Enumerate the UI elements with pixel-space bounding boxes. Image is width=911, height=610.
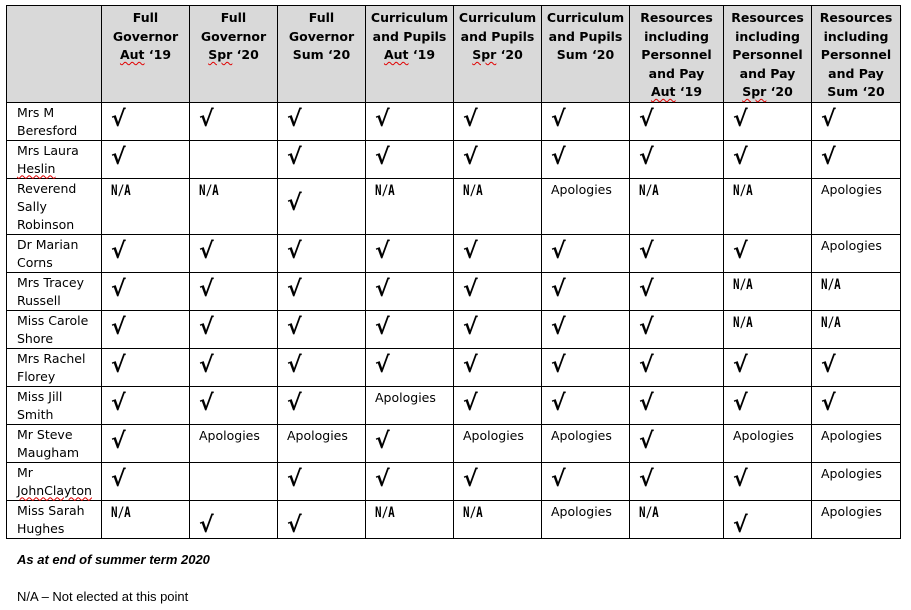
tick-icon: √ (733, 466, 748, 492)
attendance-cell (190, 140, 278, 178)
tick-icon: √ (111, 238, 126, 264)
governor-name-cell (7, 424, 102, 462)
attendance-cell (454, 140, 542, 178)
tick-icon: √ (733, 106, 748, 132)
column-header-line: Full (220, 10, 247, 25)
governor-name-line: Florey (17, 368, 56, 384)
column-header (454, 6, 542, 103)
tick-icon: √ (463, 238, 478, 264)
attendance-cell (630, 140, 724, 178)
attendance-cell (102, 500, 190, 538)
governor-name-line: Beresford (17, 122, 78, 138)
column-header-line: Resources (819, 10, 893, 25)
column-header-line: Governor (112, 28, 179, 44)
tick-icon: √ (199, 512, 214, 538)
apologies-label: Apologies (375, 389, 436, 405)
attendance-cell (724, 102, 812, 140)
attendance-cell (190, 348, 278, 386)
table-row (7, 386, 901, 424)
apologies-label: Apologies (821, 503, 882, 519)
tick-icon: √ (111, 276, 126, 302)
attendance-cell (542, 178, 630, 234)
attendance-cell (812, 500, 901, 538)
attendance-cell (278, 462, 366, 500)
header-corner (7, 6, 102, 103)
column-header-line: Resources (640, 10, 713, 25)
attendance-cell (190, 272, 278, 310)
attendance-cell (542, 462, 630, 500)
attendance-cell (812, 386, 901, 424)
attendance-cell (102, 102, 190, 140)
attendance-cell (454, 462, 542, 500)
attendance-cell (454, 272, 542, 310)
column-header (542, 6, 630, 103)
governor-name-line: Hughes (17, 520, 65, 536)
tick-icon: √ (111, 428, 126, 454)
governor-name-cell (7, 500, 102, 538)
attendance-cell (542, 310, 630, 348)
attendance-cell (724, 386, 812, 424)
tick-icon: √ (375, 466, 390, 492)
column-header-line: and Pay (828, 65, 884, 81)
tick-icon: √ (375, 238, 390, 264)
column-header-line: including (644, 28, 709, 44)
attendance-cell (366, 386, 454, 424)
table-row (7, 424, 901, 462)
tick-icon: √ (821, 352, 836, 378)
not-applicable-label: N/A (821, 276, 841, 293)
column-header-line: and Pupils (460, 28, 535, 44)
attendance-cell (102, 348, 190, 386)
governor-name-line: Robinson (17, 216, 75, 232)
apologies-label: Apologies (821, 181, 882, 197)
attendance-cell (102, 424, 190, 462)
governor-name-line: Miss Carole (17, 312, 89, 328)
tick-icon: √ (551, 352, 566, 378)
attendance-cell (630, 178, 724, 234)
attendance-cell (190, 310, 278, 348)
attendance-cell (366, 234, 454, 272)
tick-icon: √ (733, 352, 748, 378)
tick-icon: √ (111, 466, 126, 492)
tick-icon: √ (287, 190, 302, 216)
governor-name-line: Reverend (17, 180, 77, 196)
footnote-na: N/A – Not elected at this point (17, 589, 189, 604)
apologies-label: Apologies (287, 427, 348, 443)
tick-icon: √ (463, 314, 478, 340)
governor-name-line: Mrs Tracey (17, 274, 84, 290)
tick-icon: √ (639, 276, 654, 302)
attendance-cell (454, 424, 542, 462)
attendance-cell (630, 272, 724, 310)
governor-name-cell (7, 178, 102, 234)
table-row (7, 178, 901, 234)
not-applicable-label: N/A (821, 314, 841, 331)
tick-icon: √ (375, 428, 390, 454)
column-header-line: including (823, 28, 889, 44)
attendance-cell (454, 310, 542, 348)
governor-name-line: Mrs Rachel (17, 350, 86, 366)
column-header-line: including (735, 28, 800, 44)
column-header-line: Sum ‘20 (827, 84, 885, 99)
attendance-cell (630, 310, 724, 348)
attendance-cell (278, 386, 366, 424)
governor-name-line: Russell (17, 292, 61, 308)
governor-name-cell (7, 102, 102, 140)
attendance-cell (542, 102, 630, 140)
tick-icon: √ (111, 390, 126, 416)
column-header-line: Curriculum (458, 10, 537, 25)
tick-icon: √ (287, 314, 302, 340)
governor-name-cell (7, 462, 102, 500)
column-header-line: Governor (288, 28, 355, 44)
column-header (102, 6, 190, 103)
tick-icon: √ (639, 466, 654, 492)
not-applicable-label: N/A (463, 182, 483, 199)
tick-icon: √ (287, 238, 302, 264)
not-applicable-label: N/A (375, 504, 395, 521)
tick-icon: √ (639, 238, 654, 264)
attendance-cell (366, 272, 454, 310)
attendance-cell (724, 500, 812, 538)
column-header-line: Personnel (732, 47, 803, 62)
tick-icon: √ (733, 144, 748, 170)
attendance-cell (812, 102, 901, 140)
tick-icon: √ (111, 352, 126, 378)
attendance-cell (630, 500, 724, 538)
tick-icon: √ (463, 276, 478, 302)
table-body (7, 102, 901, 538)
attendance-cell (102, 234, 190, 272)
column-header-line: Personnel (641, 47, 712, 62)
attendance-cell (454, 102, 542, 140)
apologies-label: Apologies (821, 427, 882, 443)
tick-icon: √ (375, 276, 390, 302)
attendance-cell (102, 462, 190, 500)
tick-icon: √ (287, 144, 302, 170)
attendance-cell (454, 178, 542, 234)
column-header (812, 6, 901, 103)
tick-icon: √ (375, 144, 390, 170)
tick-icon: √ (639, 352, 654, 378)
governor-name-line: Dr Marian (17, 236, 79, 252)
attendance-cell (190, 462, 278, 500)
apologies-label: Apologies (551, 427, 612, 443)
attendance-cell (190, 234, 278, 272)
attendance-cell (454, 348, 542, 386)
attendance-cell (630, 348, 724, 386)
attendance-cell (542, 140, 630, 178)
attendance-cell (278, 424, 366, 462)
attendance-cell (630, 102, 724, 140)
column-header-line: Spr ‘20 (742, 84, 793, 99)
tick-icon: √ (199, 352, 214, 378)
apologies-label: Apologies (733, 427, 794, 443)
not-applicable-label: N/A (639, 504, 659, 521)
attendance-cell (366, 500, 454, 538)
not-applicable-label: N/A (111, 182, 131, 199)
tick-icon: √ (463, 466, 478, 492)
tick-icon: √ (463, 352, 478, 378)
column-header-line: Sum ‘20 (556, 47, 615, 62)
tick-icon: √ (111, 314, 126, 340)
attendance-cell (724, 462, 812, 500)
tick-icon: √ (821, 144, 836, 170)
attendance-cell (724, 424, 812, 462)
table-row (7, 310, 901, 348)
governor-name-line: Miss Sarah (17, 502, 85, 518)
tick-icon: √ (199, 390, 214, 416)
attendance-cell (366, 178, 454, 234)
column-header-line: Aut ‘19 (383, 47, 436, 62)
column-header (190, 6, 278, 103)
attendance-cell (278, 234, 366, 272)
attendance-cell (278, 310, 366, 348)
tick-icon: √ (639, 106, 654, 132)
header-row (7, 6, 901, 103)
attendance-cell (812, 178, 901, 234)
tick-icon: √ (639, 144, 654, 170)
footnote-term: As at end of summer term 2020 (17, 552, 210, 567)
column-header (278, 6, 366, 103)
column-header-line: Curriculum (370, 10, 449, 25)
attendance-cell (542, 272, 630, 310)
attendance-cell (190, 386, 278, 424)
tick-icon: √ (733, 390, 748, 416)
attendance-cell (812, 234, 901, 272)
attendance-cell (542, 348, 630, 386)
tick-icon: √ (551, 466, 566, 492)
governor-name-line: Sally (17, 198, 47, 214)
attendance-cell (630, 234, 724, 272)
tick-icon: √ (733, 238, 748, 264)
tick-icon: √ (111, 106, 126, 132)
attendance-cell (812, 462, 901, 500)
tick-icon: √ (111, 144, 126, 170)
governor-name-line: Smith (17, 406, 54, 422)
governor-name-line: Corns (17, 254, 53, 270)
not-applicable-label: N/A (463, 504, 483, 521)
attendance-cell (102, 310, 190, 348)
tick-icon: √ (821, 106, 836, 132)
column-header-line: Full (308, 10, 335, 25)
column-header-line: Governor (200, 28, 267, 44)
governor-name-line: Miss Jill (17, 388, 63, 404)
tick-icon: √ (199, 276, 214, 302)
tick-icon: √ (551, 390, 566, 416)
column-header (724, 6, 812, 103)
tick-icon: √ (375, 352, 390, 378)
tick-icon: √ (287, 276, 302, 302)
table-row (7, 500, 901, 538)
tick-icon: √ (639, 428, 654, 454)
column-header-line: and Pupils (548, 28, 623, 44)
not-applicable-label: N/A (733, 314, 753, 331)
governor-name-cell (7, 234, 102, 272)
table-row (7, 234, 901, 272)
tick-icon: √ (821, 390, 836, 416)
table-row (7, 140, 901, 178)
column-header-line: Full (132, 10, 159, 25)
tick-icon: √ (375, 314, 390, 340)
attendance-cell (278, 140, 366, 178)
tick-icon: √ (199, 314, 214, 340)
apologies-label: Apologies (821, 237, 882, 253)
attendance-cell (454, 500, 542, 538)
attendance-cell (812, 272, 901, 310)
governor-name-line: Heslin (17, 160, 56, 176)
column-header-line: Resources (731, 10, 804, 25)
governor-name-line: Maugham (17, 444, 80, 460)
tick-icon: √ (287, 390, 302, 416)
attendance-cell (454, 234, 542, 272)
governor-name-cell (7, 386, 102, 424)
tick-icon: √ (287, 512, 302, 538)
attendance-cell (278, 500, 366, 538)
apologies-label: Apologies (551, 181, 612, 197)
column-header-line: Aut ‘19 (119, 47, 172, 62)
tick-icon: √ (463, 106, 478, 132)
tick-icon: √ (199, 106, 214, 132)
not-applicable-label: N/A (375, 182, 395, 199)
governor-name-line: JohnClayton (17, 482, 92, 498)
column-header-line: Spr ‘20 (208, 47, 259, 62)
column-header-line: Personnel (820, 47, 892, 62)
attendance-cell (630, 462, 724, 500)
not-applicable-label: N/A (733, 276, 753, 293)
attendance-cell (366, 310, 454, 348)
tick-icon: √ (287, 466, 302, 492)
attendance-cell (724, 348, 812, 386)
attendance-cell (812, 310, 901, 348)
attendance-cell (542, 386, 630, 424)
attendance-cell (278, 272, 366, 310)
not-applicable-label: N/A (733, 182, 753, 199)
attendance-cell (724, 272, 812, 310)
attendance-cell (366, 348, 454, 386)
attendance-cell (542, 424, 630, 462)
apologies-label: Apologies (463, 427, 524, 443)
table-row (7, 348, 901, 386)
attendance-cell (366, 462, 454, 500)
attendance-cell (190, 102, 278, 140)
governor-name-line: Shore (17, 330, 54, 346)
tick-icon: √ (463, 390, 478, 416)
tick-icon: √ (551, 106, 566, 132)
governor-name-line: Mr Steve (17, 426, 73, 442)
tick-icon: √ (639, 390, 654, 416)
attendance-cell (190, 178, 278, 234)
attendance-table (6, 5, 901, 539)
column-header-line: Sum ‘20 (292, 47, 351, 62)
attendance-cell (630, 424, 724, 462)
column-header-line: and Pay (648, 65, 705, 81)
tick-icon: √ (287, 106, 302, 132)
table-row (7, 462, 901, 500)
apologies-label: Apologies (199, 427, 260, 443)
governor-name-cell (7, 348, 102, 386)
attendance-cell (190, 500, 278, 538)
attendance-cell (190, 424, 278, 462)
attendance-cell (102, 178, 190, 234)
column-header-line: Aut ‘19 (650, 84, 703, 99)
attendance-cell (278, 348, 366, 386)
tick-icon: √ (733, 512, 748, 538)
attendance-cell (630, 386, 724, 424)
apologies-label: Apologies (821, 465, 882, 481)
governor-name-line: Mr (17, 464, 33, 480)
governor-name-cell (7, 310, 102, 348)
tick-icon: √ (375, 106, 390, 132)
attendance-cell (366, 140, 454, 178)
column-header-line: and Pay (739, 65, 796, 81)
attendance-cell (724, 310, 812, 348)
attendance-cell (542, 500, 630, 538)
table-row (7, 272, 901, 310)
attendance-cell (454, 386, 542, 424)
tick-icon: √ (551, 276, 566, 302)
governor-name-cell (7, 140, 102, 178)
governor-name-cell (7, 272, 102, 310)
attendance-cell (724, 140, 812, 178)
tick-icon: √ (287, 352, 302, 378)
attendance-cell (724, 234, 812, 272)
attendance-cell (812, 424, 901, 462)
column-header-line: Spr ‘20 (472, 47, 523, 62)
tick-icon: √ (199, 238, 214, 264)
not-applicable-label: N/A (111, 504, 131, 521)
attendance-cell (278, 102, 366, 140)
tick-icon: √ (551, 144, 566, 170)
tick-icon: √ (639, 314, 654, 340)
governor-name-line: Mrs M (17, 104, 55, 120)
column-header-line: Curriculum (546, 10, 625, 25)
attendance-cell (102, 272, 190, 310)
tick-icon: √ (551, 238, 566, 264)
attendance-cell (812, 140, 901, 178)
attendance-cell (278, 178, 366, 234)
attendance-cell (812, 348, 901, 386)
not-applicable-label: N/A (199, 182, 219, 199)
attendance-cell (366, 424, 454, 462)
not-applicable-label: N/A (639, 182, 659, 199)
governor-name-line: Mrs Laura (17, 142, 79, 158)
tick-icon: √ (463, 144, 478, 170)
apologies-label: Apologies (551, 503, 612, 519)
table-row (7, 102, 901, 140)
column-header (366, 6, 454, 103)
attendance-cell (102, 386, 190, 424)
attendance-cell (542, 234, 630, 272)
column-header (630, 6, 724, 103)
attendance-cell (366, 102, 454, 140)
attendance-cell (724, 178, 812, 234)
column-header-line: and Pupils (372, 28, 447, 44)
tick-icon: √ (551, 314, 566, 340)
attendance-cell (102, 140, 190, 178)
